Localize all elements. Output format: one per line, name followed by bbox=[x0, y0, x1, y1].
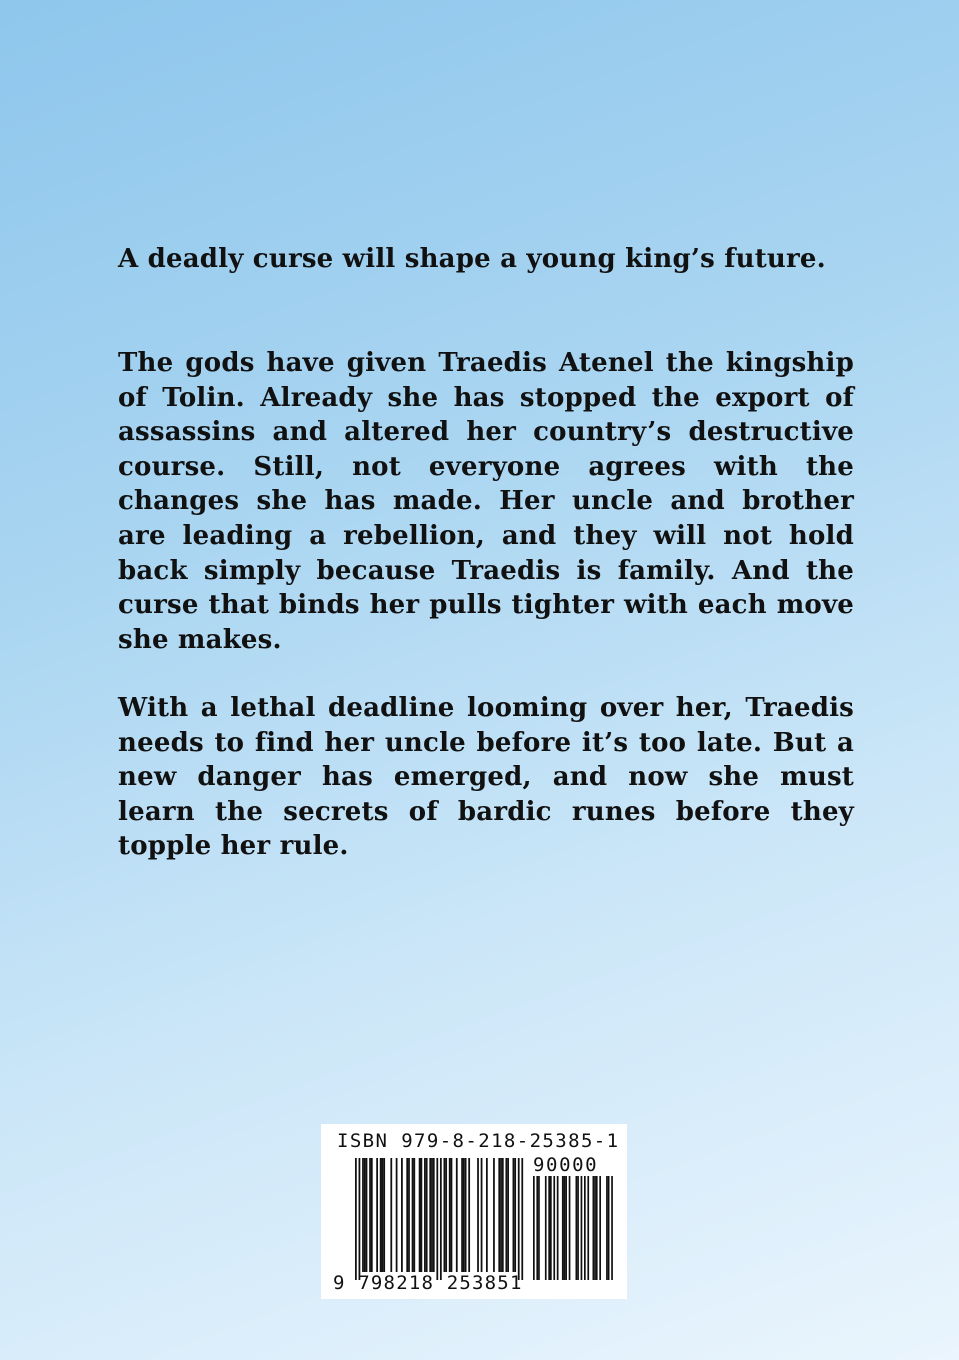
barcode-bar bbox=[576, 1176, 578, 1280]
barcode-bar bbox=[465, 1158, 467, 1272]
barcode-bar bbox=[412, 1158, 414, 1272]
barcode-bar bbox=[564, 1176, 566, 1280]
barcode-bar bbox=[449, 1158, 451, 1272]
barcode-bar bbox=[376, 1158, 378, 1272]
barcode-bar bbox=[553, 1176, 555, 1280]
barcode-bar bbox=[514, 1158, 516, 1272]
barcode-bar bbox=[577, 1176, 579, 1280]
barcode-bar bbox=[594, 1176, 596, 1280]
barcode-bar bbox=[406, 1158, 408, 1272]
isbn-label: ISBN 979-8-218-25385-1 bbox=[337, 1130, 620, 1152]
barcode-bar bbox=[431, 1158, 433, 1272]
barcode-bar bbox=[380, 1158, 382, 1272]
barcode-bar bbox=[436, 1158, 438, 1280]
barcode-bar bbox=[383, 1158, 385, 1272]
barcode-bar bbox=[606, 1176, 608, 1280]
barcode-bar bbox=[545, 1176, 547, 1280]
barcode-bar bbox=[456, 1158, 458, 1272]
barcode-bar bbox=[401, 1158, 403, 1272]
barcode-bar bbox=[424, 1158, 426, 1272]
barcode-bar bbox=[599, 1176, 601, 1280]
barcode-bar bbox=[611, 1176, 613, 1280]
barcode-bar bbox=[445, 1158, 447, 1272]
barcode-bar bbox=[371, 1158, 373, 1272]
barcode-bar bbox=[366, 1158, 368, 1272]
barcode-bar bbox=[433, 1158, 435, 1272]
barcode-bar bbox=[587, 1176, 589, 1280]
barcode-bar bbox=[584, 1176, 586, 1280]
barcode-bar bbox=[562, 1176, 564, 1280]
barcode-bar bbox=[444, 1158, 446, 1272]
barcode-bar bbox=[468, 1158, 470, 1272]
barcode-bar bbox=[533, 1176, 535, 1280]
barcode-bar bbox=[481, 1158, 483, 1272]
barcode-bar bbox=[521, 1158, 523, 1280]
barcode-bar bbox=[396, 1158, 398, 1272]
barcode-bar bbox=[548, 1176, 550, 1280]
barcode-bar bbox=[507, 1158, 509, 1272]
barcode-bar bbox=[538, 1176, 540, 1280]
barcode-bar bbox=[413, 1158, 415, 1272]
barcode-bar bbox=[359, 1158, 361, 1280]
barcode-bar bbox=[596, 1176, 598, 1280]
barcode-bar bbox=[477, 1158, 479, 1272]
barcode-bar bbox=[382, 1158, 384, 1272]
barcode-bar bbox=[486, 1158, 488, 1272]
barcode-bar bbox=[608, 1176, 610, 1280]
ean-digits: 9 798218 253851 bbox=[333, 1272, 523, 1294]
barcode-bar bbox=[355, 1158, 357, 1280]
barcode-bar bbox=[581, 1176, 583, 1280]
barcode-bar bbox=[362, 1158, 364, 1272]
barcode-bar bbox=[565, 1176, 567, 1280]
barcode-bar bbox=[429, 1158, 431, 1272]
barcode-bar bbox=[463, 1158, 465, 1272]
barcode-bar bbox=[536, 1176, 538, 1280]
barcode-bar bbox=[513, 1158, 515, 1272]
price-code: 90000 bbox=[533, 1154, 599, 1176]
barcode-bar bbox=[364, 1158, 366, 1272]
barcode-bar bbox=[408, 1158, 410, 1272]
barcode-bar bbox=[390, 1158, 392, 1272]
barcode-bar bbox=[502, 1158, 504, 1272]
barcode-bar bbox=[500, 1158, 502, 1272]
barcode-bar bbox=[440, 1158, 442, 1280]
blurb-paragraph-2: With a lethal deadline looming over her, Traedis needs to find her uncle before it’s too late. But a new danger has emerged, and now she must learn the secrets of bardic runes before they topple her rule. bbox=[118, 693, 854, 862]
barcode-bar bbox=[498, 1158, 500, 1272]
barcode-bar bbox=[451, 1158, 453, 1272]
barcode-bar bbox=[569, 1176, 571, 1280]
barcode-bar bbox=[493, 1158, 495, 1272]
barcode-bar bbox=[593, 1176, 595, 1280]
barcode-bar bbox=[505, 1158, 507, 1272]
barcode-bar bbox=[369, 1158, 371, 1272]
barcode-bar bbox=[550, 1176, 552, 1280]
barcode-bar bbox=[518, 1158, 520, 1280]
barcode-bar bbox=[419, 1158, 421, 1272]
barcode-bar bbox=[557, 1176, 559, 1280]
barcode-bar bbox=[426, 1158, 428, 1272]
blurb-paragraph-1: The gods have given Traedis Atenel the kingship of Tolin. Already she has stopped the export of assassins and altered her country’s destructive course. Still, not everyone agrees with the changes she has made. Her uncle and brother are leading a rebellion, and they will not hold back simply because Traedis is family. And the curse that binds her pulls tighter with each move she makes. bbox=[118, 348, 854, 655]
isbn-barcode bbox=[321, 1124, 627, 1299]
barcode-bar bbox=[461, 1158, 463, 1272]
barcode-bar bbox=[420, 1158, 422, 1272]
tagline: A deadly curse will shape a young king’s future. bbox=[118, 244, 826, 274]
